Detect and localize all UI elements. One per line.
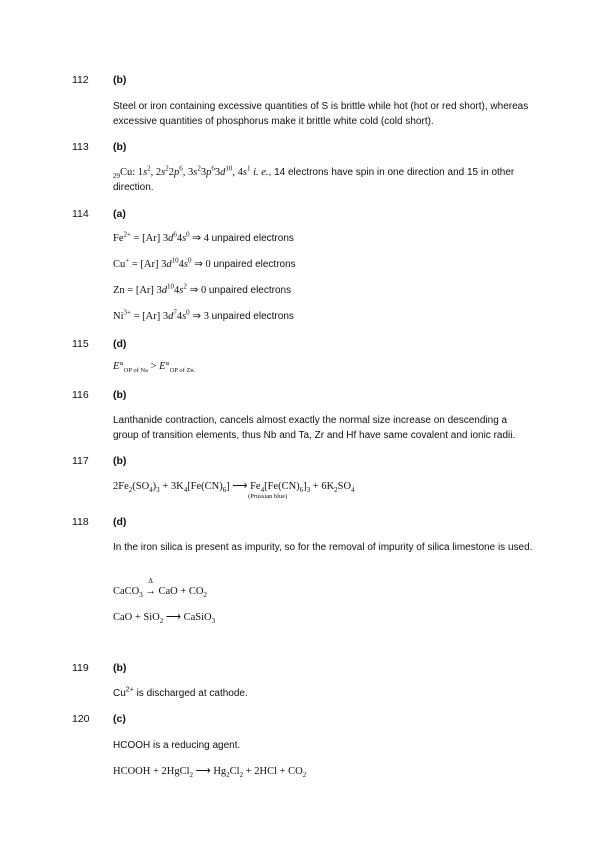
- element-symbol: Cu: [120, 167, 133, 178]
- answer-option: (d): [113, 516, 127, 528]
- answer-option: (b): [113, 662, 127, 674]
- explanation-text: $Cu^{2+}$ is discharged at cathode.: [113, 686, 248, 699]
- ie-abbrev: i. e.: [253, 167, 269, 178]
- answer-option: (b): [113, 141, 127, 153]
- question-number: 119: [72, 662, 89, 674]
- explanation-text: HCOOH is a reducing agent.: [113, 740, 241, 751]
- config-line: $Fe^{2+} = [Ar]$ $3d^64s^0$ ⇒ 4 unpaired electrons: [113, 230, 294, 244]
- question-number: 120: [72, 713, 90, 725]
- question-number: 118: [72, 516, 89, 528]
- question-number: 114: [72, 208, 89, 220]
- answer-option: (b): [113, 74, 127, 86]
- heat-symbol: Δ: [148, 577, 153, 585]
- reaction-equation: $2Fe_2(SO_4)_3 + 3K_4[Fe(CN)_6]$ ⟶ $Fe_4[Fe(CN)_6]_3$ (Prussian blue) + $6K_2SO_4$: [113, 481, 355, 500]
- reaction-equation: CaO + SiO$_2$ ⟶ CaSiO$_3$: [113, 612, 216, 626]
- answer-option: (b): [113, 455, 127, 467]
- reaction-equation: CaCO$_3$ → Δ CaO + $CO_2$: [113, 577, 208, 600]
- answer-option: (d): [113, 338, 127, 350]
- question-number: 117: [72, 455, 89, 467]
- potential-comparison: $E^\circ_{OP of Na} > E^\circ_{OP of Zn.}$: [113, 361, 196, 375]
- explanation-text: , 14 electrons have spin in one direction and 15 in other direction.: [113, 167, 515, 193]
- config-line: Cu+ = [Ar] $3d^{10}4s^0$ ⇒ 0 unpaired electrons: [113, 256, 296, 270]
- question-number: 112: [72, 74, 89, 86]
- question-number: 115: [72, 338, 89, 350]
- answer-option: (a): [113, 208, 126, 220]
- answer-option: (b): [113, 389, 127, 401]
- product-label: (Prussian blue): [248, 493, 288, 500]
- question-number: 113: [72, 141, 89, 153]
- electron-configuration: $_{29}$Cu: $1s^2$, $2s^22p^6$, $3s^23p^63d^{10}$, $4s^1$ i. e., 14 electrons have spin in one direction and 15 in other direction.: [113, 164, 515, 193]
- explanation-text: Lanthanide contraction, cancels almost exactly the normal size increase on descending a group of transition elements, thus Nb and Ta, Zr and Hf have same covalent and ionic radii.: [113, 415, 516, 441]
- config-line: $Ni^{3+} = [Ar]$ $3d^74s^0$ ⇒ 3 unpaired electrons: [113, 308, 294, 322]
- explanation-text: Steel or iron containing excessive quantities of S is brittle while hot (hot or red short), whereas excessive quantities of phosphorus make it brittle white cold (cold short).: [113, 101, 529, 127]
- reaction-equation: HCOOH + 2HgCl$_2$ ⟶ $Hg_2Cl_2 + 2HCl + CO_2$: [113, 766, 307, 780]
- answer-option: (c): [113, 713, 126, 725]
- config-line: Zn = [Ar] $3d^{10}4s^2$ ⇒ 0 unpaired electrons: [113, 282, 292, 296]
- explanation-text: In the iron silica is present as impurity, so for the removal of impurity of silica limestone is used.: [113, 542, 533, 553]
- question-number: 116: [72, 389, 89, 401]
- atomic-number: 29: [113, 172, 120, 181]
